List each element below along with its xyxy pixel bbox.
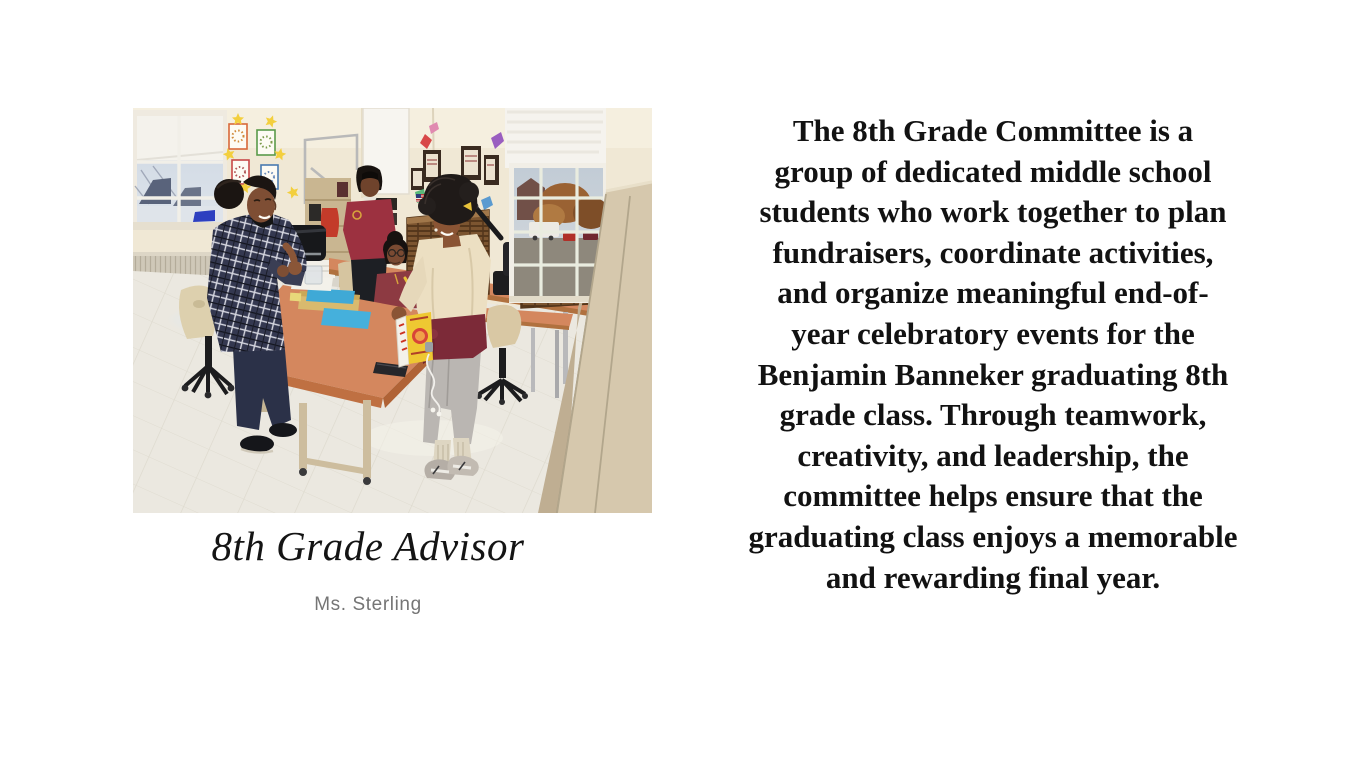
photo-caption-subtitle: Ms. Sterling: [314, 594, 422, 615]
photo-figure: [133, 108, 652, 513]
description-line: Benjamin Banneker graduating 8th: [757, 356, 1229, 392]
classroom-photo-illustration: [133, 108, 652, 513]
committee-description: [733, 111, 1253, 598]
photo-caption-title: 8th Grade Advisor: [211, 523, 525, 569]
description-line: group of dedicated middle school: [774, 153, 1212, 189]
description-line: creativity, and leadership, the: [797, 437, 1189, 473]
description-line: students who work together to plan: [759, 194, 1227, 230]
description-line: graduating class enjoys a memorable: [748, 518, 1238, 554]
left-window: [133, 110, 231, 230]
description-line: The 8th Grade Committee is a: [792, 113, 1194, 148]
description-line: and rewarding final year.: [825, 559, 1161, 595]
description-line: committee helps ensure that the: [783, 478, 1203, 514]
description-line: grade class. Through teamwork,: [779, 397, 1207, 433]
description-line: fundraisers, coordinate activities,: [772, 234, 1214, 270]
description-line: and organize meaningful end-of-: [777, 275, 1209, 311]
description-line: year celebratory events for the: [791, 315, 1195, 351]
